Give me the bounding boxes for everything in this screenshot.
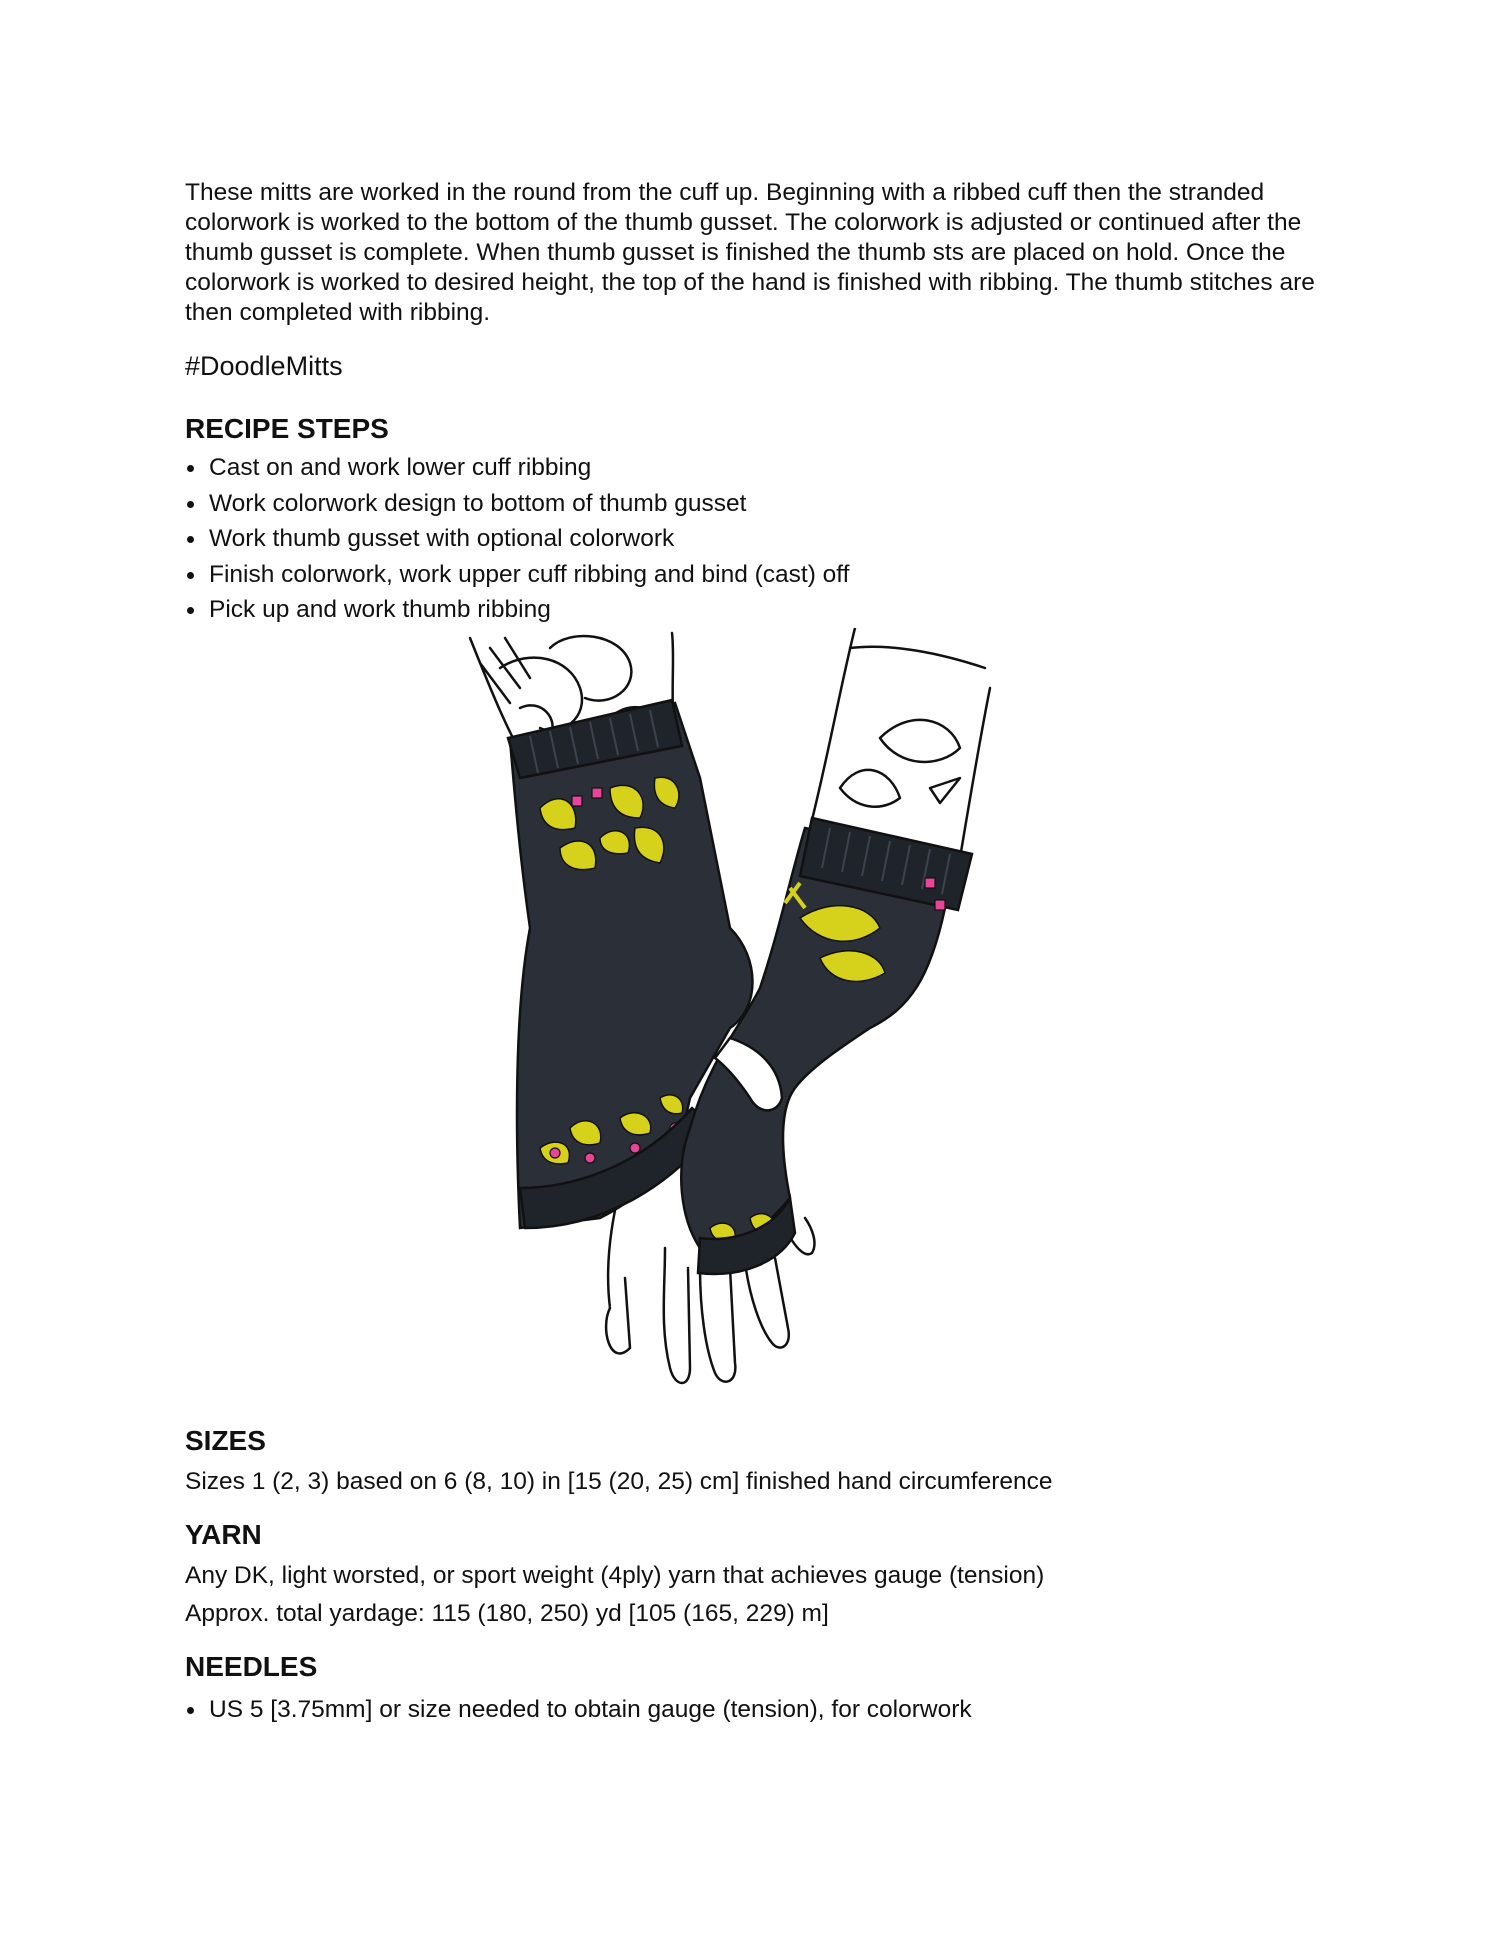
- needle-item: US 5 [3.75mm] or size needed to obtain gauge (tension), for colorwork: [185, 1692, 972, 1728]
- hashtag: #DoodleMitts: [185, 351, 343, 381]
- sizes-text: Sizes 1 (2, 3) based on 6 (8, 10) in [15 (20, 25) cm] finished hand circumference: [185, 1468, 1053, 1495]
- sizes-heading: SIZES: [185, 1425, 266, 1456]
- intro-paragraph: These mitts are worked in the round from the cuff up. Beginning with a ribbed cuff then the stranded colorwork is worked to the bottom of the thumb gusset. The colorwork is adjusted or continued after the thumb gusset is complete. When thumb gusset is finished the thumb sts are placed on hold. Once the colorwork is worked to desired height, the top of the hand is finished with ribbing. The thumb stitches are then completed with ribbing.: [185, 179, 1315, 326]
- recipe-step: Cast on and work lower cuff ribbing: [185, 450, 1315, 486]
- yarn-yardage: Approx. total yardage: 115 (180, 250) yd [105 (165, 229) m]: [185, 1600, 829, 1627]
- yarn-heading: YARN: [185, 1519, 262, 1550]
- recipe-steps-list: [185, 450, 1315, 628]
- fingerless-mitts-illustration: [460, 628, 1040, 1398]
- recipe-step: Work thumb gusset with optional colorwork: [185, 521, 1315, 557]
- recipe-step: Finish colorwork, work upper cuff ribbing and bind (cast) off: [185, 557, 1315, 593]
- needles-heading: NEEDLES: [185, 1651, 318, 1682]
- pattern-page: [185, 178, 1315, 628]
- recipe-steps-heading: RECIPE STEPS: [185, 413, 389, 444]
- recipe-step: Pick up and work thumb ribbing: [185, 592, 1315, 628]
- needles-list: [185, 1692, 972, 1728]
- recipe-step: Work colorwork design to bottom of thumb gusset: [185, 486, 1315, 522]
- yarn-text: Any DK, light worsted, or sport weight (4ply) yarn that achieves gauge (tension): [185, 1562, 1045, 1589]
